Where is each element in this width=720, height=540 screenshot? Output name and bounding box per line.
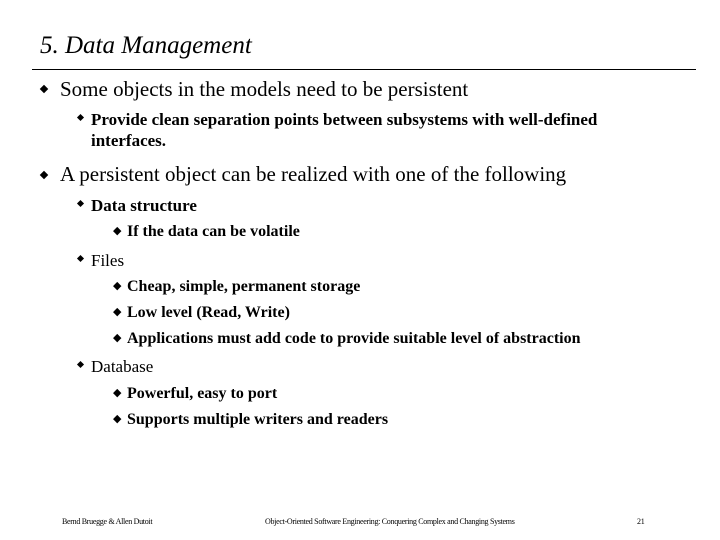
triangle-bullet-icon: ◆ bbox=[113, 306, 122, 318]
triangle-bullet-icon: ◆ bbox=[113, 332, 122, 344]
bullet-files: Files bbox=[91, 251, 125, 270]
slide-title: 5. Data Management bbox=[40, 32, 252, 59]
bullet-persistent-objects: Some objects in the models need to be persistent bbox=[60, 77, 469, 101]
triangle-bullet-icon: ◆ bbox=[113, 387, 122, 399]
diamond-bullet-icon bbox=[77, 200, 84, 207]
diamond-bullet-icon bbox=[77, 361, 84, 368]
diamond-bullet-icon bbox=[40, 85, 48, 93]
title-divider bbox=[32, 69, 696, 70]
bullet-clean-separation: Provide clean separation points between subsystems with well-defined interfaces. bbox=[91, 110, 598, 150]
triangle-bullet-icon: ◆ bbox=[113, 225, 122, 237]
bullet-multiple-writers: Supports multiple writers and readers bbox=[127, 411, 389, 428]
bullet-volatile-data: If the data can be volatile bbox=[127, 223, 300, 240]
bullet-database: Database bbox=[91, 357, 154, 376]
footer-authors: Bernd Bruegge & Allen Dutoit bbox=[62, 517, 153, 526]
diamond-bullet-icon bbox=[77, 255, 84, 262]
page-number: 21 bbox=[637, 517, 645, 526]
bullet-low-level: Low level (Read, Write) bbox=[127, 304, 290, 321]
footer-book-title: Object-Oriented Software Engineering: Conquering Complex and Changing Systems bbox=[265, 517, 515, 526]
bullet-persistent-realization: A persistent object can be realized with one of the following bbox=[60, 162, 567, 186]
bullet-cheap-storage: Cheap, simple, permanent storage bbox=[127, 278, 361, 295]
bullet-data-structure: Data structure bbox=[91, 196, 197, 215]
diamond-bullet-icon bbox=[77, 114, 84, 121]
bullet-abstraction-code: Applications must add code to provide suitable level of abstraction bbox=[127, 330, 581, 347]
triangle-bullet-icon: ◆ bbox=[113, 280, 122, 292]
bullet-powerful: Powerful, easy to port bbox=[127, 385, 278, 402]
diamond-bullet-icon bbox=[40, 171, 48, 179]
triangle-bullet-icon: ◆ bbox=[113, 413, 122, 425]
